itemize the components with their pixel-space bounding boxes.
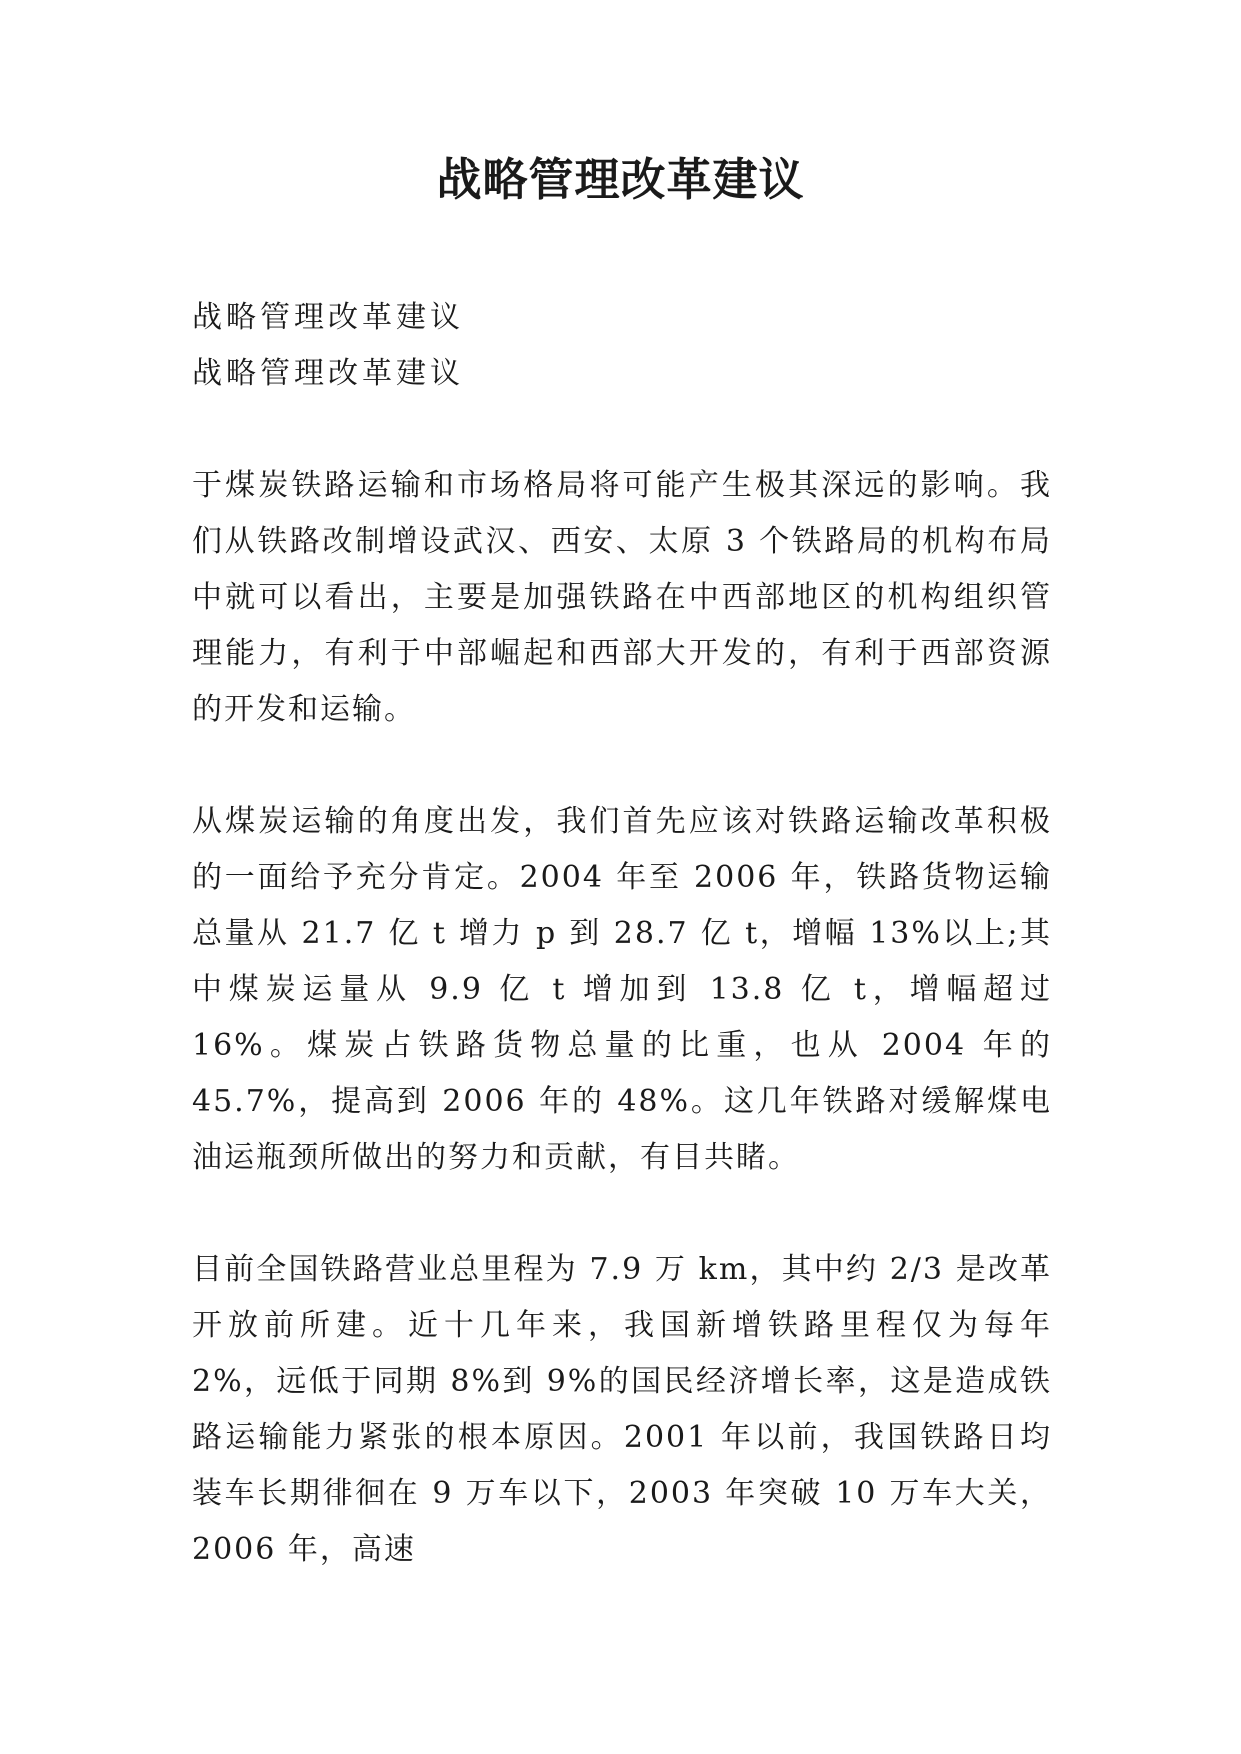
document-body xyxy=(192,290,1052,1578)
subtitle-line-1: 战略管理改革建议 xyxy=(192,300,464,335)
paragraph-3: 目前全国铁路营业总里程为 7.9 万 km，其中约 2/3 是改革开放前所建。近十几年来，我国新增铁路里程仅为每年 2%，远低于同期 8%到 9%的国民经济增长率，这是造成铁路运输能力紧张的根本原因。2001 年以前，我国铁路日均装车长期徘徊在 9 万车以下，2003 年突破 10 万车大关，2006 年，高速 xyxy=(192,1252,1052,1567)
subtitle-line-2: 战略管理改革建议 xyxy=(192,356,464,391)
document-title: 战略管理改革建议 xyxy=(436,153,805,206)
paragraph-1: 于煤炭铁路运输和市场格局将可能产生极其深远的影响。我们从铁路改制增设武汉、西安、太原 3 个铁路局的机构布局中就可以看出，主要是加强铁路在中西部地区的机构组织管理能力，有利于中部崛起和西部大开发的，有利于西部资源的开发和运输。 xyxy=(192,468,1052,727)
paragraph-2: 从煤炭运输的角度出发，我们首先应该对铁路运输改革积极的一面给予充分肯定。2004 年至 2006 年，铁路货物运输总量从 21.7 亿 t 增力 p 到 28.7 亿 t，增幅 13%以上;其中煤炭运量从 9.9 亿 t 增加到 13.8 亿 t，增幅超过 16%。煤炭占铁路货物总量的比重，也从 2004 年的 45.7%，提高到 2006 年的 48%。这几年铁路对缓解煤电油运瓶颈所做出的努力和贡献，有目共睹。 xyxy=(192,804,1052,1175)
